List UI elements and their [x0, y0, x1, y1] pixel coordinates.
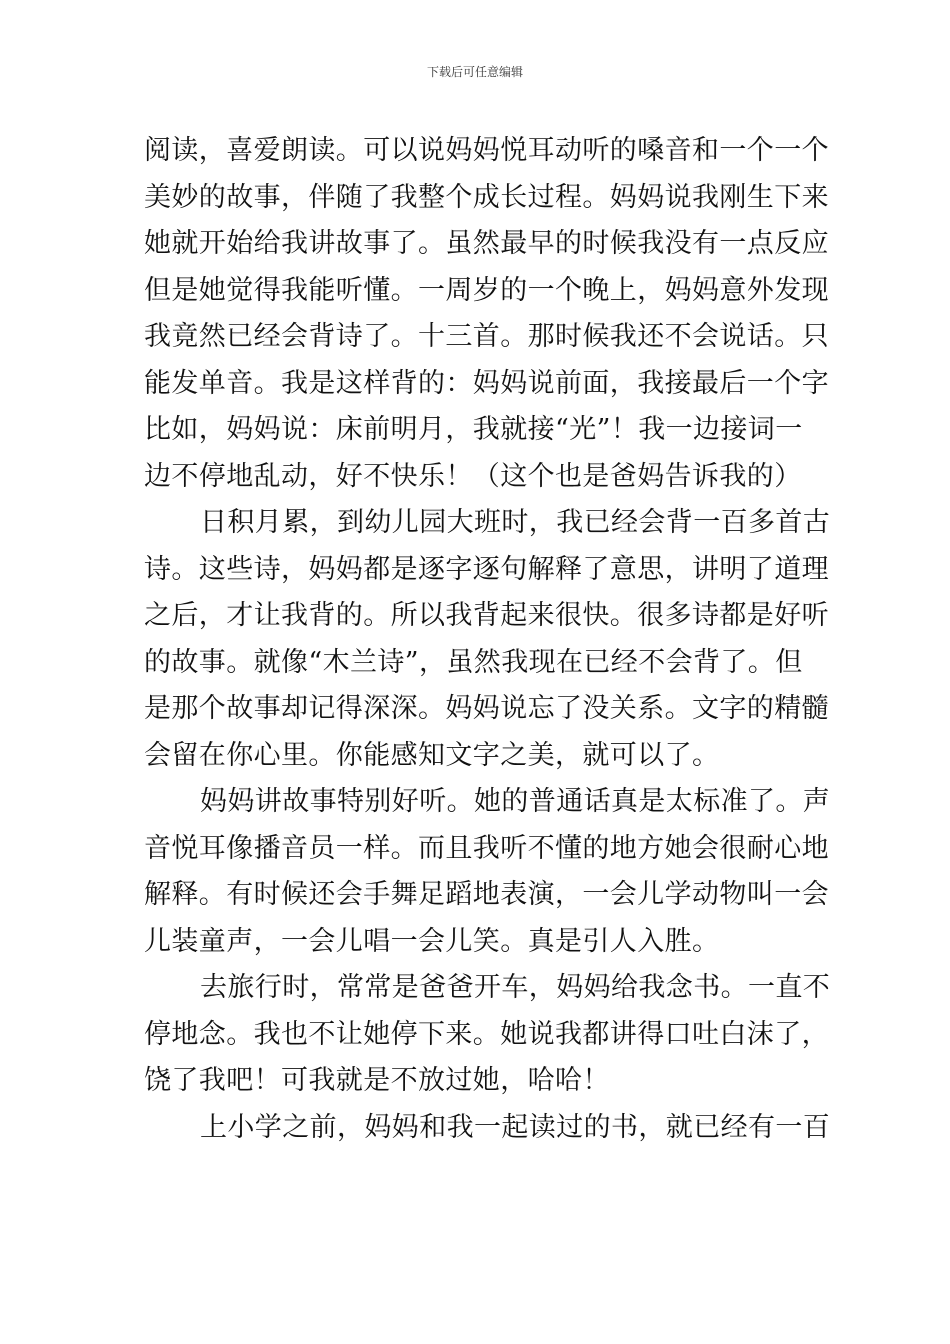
paragraph-first-line: 日积月累，到幼儿园大班时，我已经会背一百多首古: [200, 507, 831, 538]
text-line: 我竟然已经会背诗了。十三首。那时候我还不会说话。只: [144, 321, 829, 352]
text-line: 她就开始给我讲故事了。虽然最早的时候我没有一点反应: [144, 228, 829, 259]
text-line: 之后，才让我背的。所以我背起来很快。很多诗都是好听: [144, 600, 829, 631]
document-body: [144, 128, 831, 1151]
text-line: 但是她觉得我能听懂。一周岁的一个晚上，妈妈意外发现: [144, 274, 829, 306]
text-line: 会留在你心里。你能感知文字之美，就可以了。: [144, 739, 720, 771]
text-line: 饶了我吧！可我就是不放过她，哈哈！: [144, 1065, 610, 1096]
text-line: 的故事。就像“木兰诗”，虽然我现在已经不会背了。但: [144, 646, 803, 678]
text-line: 诗。这些诗，妈妈都是逐字逐句解释了意思，讲明了道理: [144, 553, 829, 585]
text-line: 边不停地乱动，好不快乐！（这个也是爸妈告诉我的）: [144, 460, 802, 492]
text-line: 比如，妈妈说：床前明月，我就接“光”！我一边接词一: [144, 414, 803, 445]
text-line: 美妙的故事，伴随了我整个成长过程。妈妈说我刚生下来: [144, 181, 829, 213]
text-line: 停地念。我也不让她停下来。她说我都讲得口吐白沫了，: [144, 1018, 829, 1050]
text-line: 儿装童声，一会儿唱一会儿笑。真是引人入胜。: [144, 925, 720, 957]
text-line: 能发单音。我是这样背的：妈妈说前面，我接最后一个字: [144, 367, 829, 399]
paragraph-first-line: 上小学之前，妈妈和我一起读过的书，就已经有一百: [200, 1111, 831, 1143]
paragraph-first-line: 去旅行时，常常是爸爸开车，妈妈给我念书。一直不: [200, 972, 831, 1003]
text-line: 阅读，喜爱朗读。可以说妈妈悦耳动听的嗓音和一个一个: [144, 135, 829, 166]
text-line: 解释。有时候还会手舞足蹈地表演，一会儿学动物叫一会: [144, 879, 829, 910]
page-header: 下载后可任意编辑: [426, 65, 523, 79]
text-line: 音悦耳像播音员一样。而且我听不懂的地方她会很耐心地: [144, 832, 829, 864]
paragraph-first-line: 妈妈讲故事特别好听。她的普通话真是太标准了。声: [200, 786, 831, 817]
text-line: 是那个故事却记得深深。妈妈说忘了没关系。文字的精髓: [144, 693, 829, 724]
